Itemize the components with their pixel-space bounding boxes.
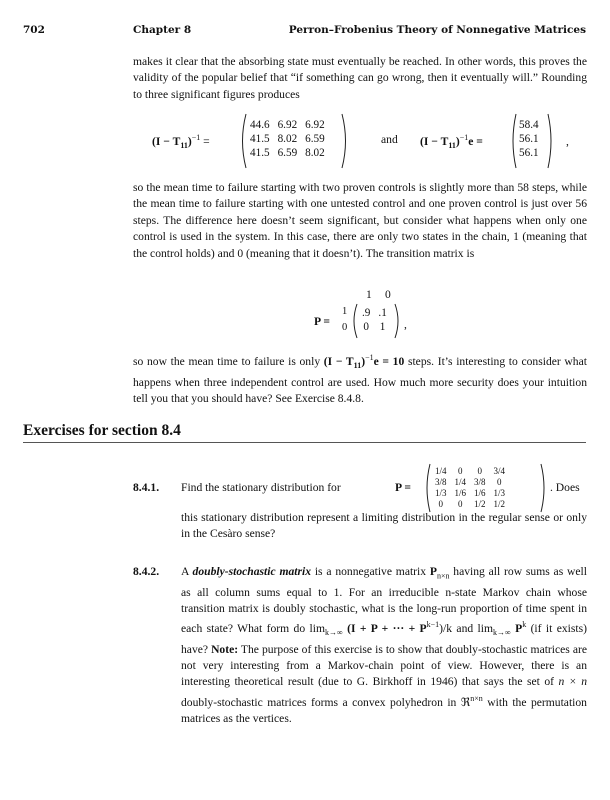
exercise-841-text-b: . Does [550, 481, 580, 494]
eq2-row-label-1: 1 [342, 306, 348, 317]
eq1-rhs-exp: −1 [459, 133, 469, 142]
ex2-note3: with the permutation matrices as the vertices. [181, 695, 587, 725]
ex2-note2: doubly-stochastic matrices forms a convex polyhedron in [181, 695, 457, 709]
ex2-and: and [456, 622, 474, 636]
cell: 0 [458, 499, 463, 509]
eq1-equals: = [203, 134, 210, 148]
eq2-row-label-0: 0 [342, 322, 348, 333]
para3-math-tail: e = 10 [373, 354, 405, 368]
ex2-lim2-sub: k→∞ [493, 628, 511, 638]
ex2-intro: A [181, 565, 189, 578]
cell: 1/4 [454, 477, 467, 487]
ex2-lim2: lim [477, 622, 494, 636]
ex2-note: The purpose of this exercise is to show that doubly-stochastic matrices are not very interesting from a Markov-chain point of view. However, there is an interesting theoretical result (due to G. Birkhoff in 1946) that says the set of [181, 642, 587, 689]
matrix-inverse-table [246, 118, 329, 160]
cell: 6.59 [305, 133, 325, 145]
exercise-841-text-c: this stationary distribution represent a limiting distribution in the regular sense or only in the Cesàro sense? [181, 511, 587, 541]
matrix-inverse [238, 112, 350, 170]
eq1-rhs-sub: 11 [448, 141, 456, 151]
cell: 1/2 [493, 499, 506, 509]
ex2-nxn: n × n [558, 675, 587, 689]
ex2-lim1: lim [309, 622, 325, 636]
eq1-lhs-exp: −1 [191, 133, 201, 142]
cell: 1 [379, 321, 386, 333]
ex2-p4: (if it exists) have? [181, 622, 587, 656]
exercise-842-number: 8.4.2. [133, 565, 160, 578]
cell: .1 [378, 307, 387, 319]
ex2-lim1-expr: (I + P + ··· + P [347, 622, 427, 636]
exercise-841-number: 8.4.1. [133, 481, 160, 494]
eq1-lhs-paren: ) [187, 134, 192, 148]
matrix-p [350, 302, 402, 340]
cell: 0 [438, 499, 443, 509]
cell: 56.1 [519, 147, 539, 159]
para3-math-exp: −1 [365, 353, 374, 362]
page-number: 702 [23, 24, 45, 36]
ex2-p3: n-state Markov chain whose transition matrix is doubly stochastic, what is the long-run proportion of time spent in each state? What form do [181, 585, 587, 636]
cell: 8.02 [277, 133, 298, 145]
cell: 6.92 [305, 119, 325, 131]
equation-inverse-lhs [152, 133, 210, 150]
chapter-label: Chapter 8 [133, 24, 192, 36]
ex2-reals-exp: n×n [470, 693, 483, 703]
cell: 1/4 [435, 466, 447, 476]
ex2-note-label: Note: [211, 642, 239, 656]
cell: 0 [497, 477, 502, 487]
cell: 0 [363, 321, 369, 333]
cell: 56.1 [519, 133, 539, 145]
ex2-lim2-expr: P [515, 622, 523, 636]
ex2-pnn: P [429, 565, 437, 578]
matrix-p-table [358, 306, 391, 334]
paragraph-3: so now the mean time to failure is only $(I - T_{11})^{-1}e = 10$ steps. It’s interesting to consider what happens when three independent control are used. How much more security does your intuition tell you that you should have? See Exercise 8.4.8. [133, 353, 587, 405]
eq2-col-label-0: 0 [385, 288, 391, 301]
cell: 58.4 [519, 119, 539, 131]
vector-e [509, 112, 555, 170]
cell: 1/3 [493, 488, 506, 498]
ex2-lim2-exp: k [522, 620, 527, 630]
running-title: Perron–Frobenius Theory of Nonnegative Matrices [288, 24, 586, 36]
section-heading: Exercises for section 8.4 [23, 422, 181, 439]
cell: 0 [458, 466, 463, 476]
ex2-lim1-exp: k−1 [426, 620, 440, 630]
cell: 3/8 [435, 477, 447, 487]
equation-inverse-e: $(I - T_{11})^{-1}e$ = [420, 133, 483, 151]
para3-math-sub: 11 [353, 361, 362, 371]
ex2-reals: ℜ [460, 695, 471, 709]
eq1-rhs-tail: e = [468, 134, 483, 148]
eq1-comma: , [566, 135, 569, 148]
ex2-term: doubly-stochastic matrix [192, 565, 312, 578]
eq1-rhs-label: (I − T [420, 134, 449, 148]
cell: 0 [477, 466, 483, 476]
ex2-p2: having all row sums as well as all column sums equal to 1. For an irreducible [181, 565, 587, 599]
cell: 3/8 [474, 477, 486, 487]
ex2-p1: is a nonnegative matrix [314, 565, 427, 578]
cell: .9 [362, 307, 371, 319]
cell: 3/4 [493, 466, 506, 476]
cell: 41.5 [250, 147, 270, 159]
eq1-and: and [381, 133, 398, 146]
cell: 1/6 [454, 488, 467, 498]
exercise-841-text-a: Find the stationary distribution for [181, 481, 341, 494]
exercise-842-body [181, 564, 587, 727]
ex2-lim1-sub: k→∞ [325, 628, 343, 638]
paragraph-1: makes it clear that the absorbing state must eventually be reached. In other words, this proves the validity of the popular belief that “if something can go wrong, then it eventually will.” Rounding to three significant figures produces [133, 55, 587, 101]
para3-text-b: steps. It’s interesting to consider what happens when three independent control are used. How much more security does your intuition tell you that you should have? See Exercise 8.4.8. [133, 354, 587, 405]
ex2-pnn-sub: n×n [436, 571, 450, 581]
vector-table [515, 118, 543, 160]
matrix-ex1-table [431, 466, 509, 510]
cell: 44.6 [250, 119, 270, 131]
cell: 1/3 [435, 488, 447, 498]
exercise-841-label: P = [395, 481, 411, 494]
matrix-ex1 [423, 462, 548, 514]
cell: 1/6 [474, 488, 486, 498]
cell: 8.02 [305, 147, 325, 159]
cell: 41.5 [250, 133, 270, 145]
eq1-lhs-sub: 11 [180, 141, 188, 151]
eq2-comma: , [404, 318, 407, 331]
cell: 1/2 [474, 499, 486, 509]
eq2-col-label-1: 1 [366, 288, 372, 301]
cell: 6.59 [277, 147, 298, 159]
cell: 6.92 [277, 119, 298, 131]
ex2-lim1-tail: )/k [439, 622, 453, 636]
eq1-lhs: (I − T [152, 134, 181, 148]
section-rule [23, 442, 586, 443]
para3-math: (I − T [323, 354, 354, 368]
eq2-label: P = [314, 315, 330, 328]
paragraph-2: so the mean time to failure starting with two proven controls is slightly more than 58 steps, while the mean time to failure starting with one untested control and one proven control is just over 56 steps. The difference here doesn’t seem significant, but consider what happens when only one control is used in the system. In this case, there are only two states in the chain, 1 (meaning that the control holds) and 0 (meaning that it doesn’t). The transition matrix is [133, 181, 587, 260]
para3-text-a: so now the mean time to failure is only [133, 354, 321, 368]
